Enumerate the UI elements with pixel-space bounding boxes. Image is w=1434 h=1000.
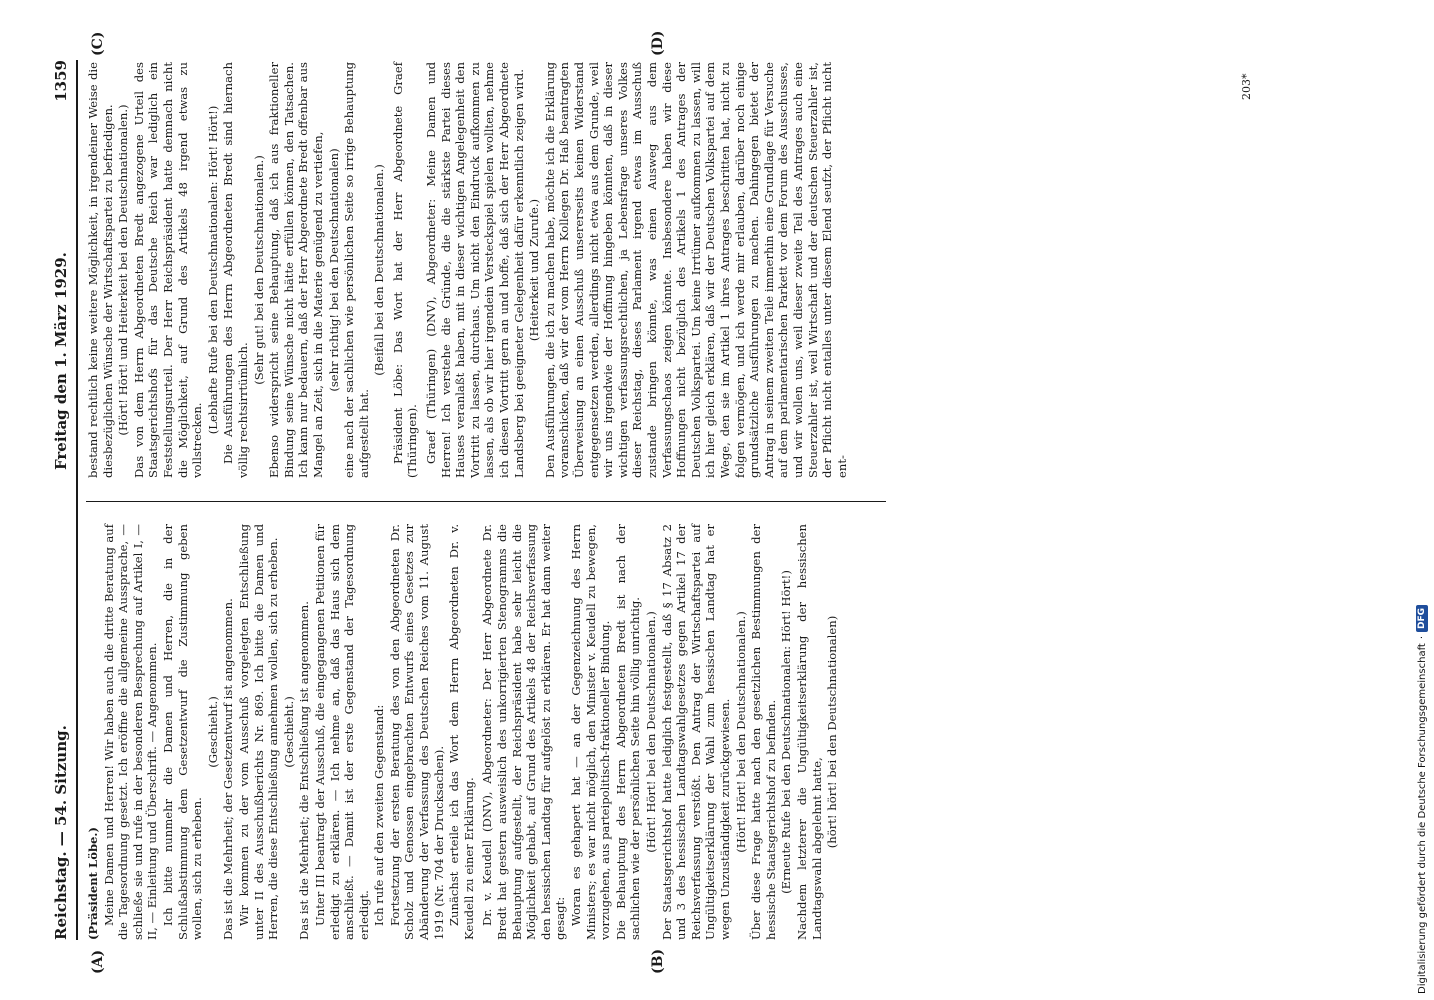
- paragraph: eine nach der sachlichen wie persönlichen Seite so irrige Behauptung aufgestellt hat.: [342, 62, 371, 478]
- interjection: (Heiterkeit und Zurufe.): [527, 198, 542, 342]
- interjection: (Hört! Hört! bei den Deutschnationalen.): [733, 611, 748, 853]
- paragraph: Der Staatsgerichtshof hatte lediglich festgestellt, daß § 17 Absatz 2 und 3 des hessischen Landtagswahlgesetzes gegen Artikel 17 der Reichsverfassung verstößt. Den Antrag der Wirtschaftspartei auf Ungültigkeitserklärung der Wahl zum hessischen Landtag hat er wegen Unzuständigkeit zurückgewiesen.: [659, 524, 732, 940]
- interjection: (Geschieht.): [281, 696, 296, 768]
- paragraph: Unter III beantragt der Ausschuß, die eingegangenen Petitionen für erledigt zu erklären. — Ich nehme an, daß das Haus sich dem anschließt. — Damit ist der erste Gegenstand der Tagesordnung erledigt.: [312, 524, 371, 940]
- page-number: 1359: [52, 60, 70, 102]
- paragraph: Ich rufe auf den zweiten Gegenstand:: [372, 704, 387, 926]
- rotated-page-content: [50, 30, 1260, 974]
- interjection: (Hört! Hört! und Heiterkeit bei den Deutschnationalen.): [116, 104, 131, 436]
- paragraph: Ebenso widerspricht seine Behauptung, daß ich aus fraktioneller Bindung seine Wünsche nicht hätte erfüllen können, den Tatsachen. Ich kann nur bedauern, daß der Herr Abgeordnete Bredt offenbar aus Mangel an Zeit, sich in die Materie genügend zu vertiefen,: [267, 62, 325, 478]
- left-column: [86, 524, 841, 940]
- header-date: Freitag den 1. März 1929.: [52, 252, 70, 470]
- paragraph: Das ist die Mehrheit; der Gesetzentwurf ist angenommen.: [221, 598, 236, 940]
- column-divider: [86, 501, 886, 502]
- paragraph: bestand rechtlich keine weitere Möglichkeit, in irgendeiner Weise die diesbezüglichen Wünsche der Wirtschaftspartei zu befriedigen.: [86, 62, 115, 478]
- interjection: (Lebhafte Rufe bei den Deutschnationalen: Hört! Hört!): [205, 105, 220, 435]
- paragraph: Woran es gehapert hat — an der Gegenzeichnung des Herrn Ministers; es war nicht möglich, den Minister v. Keudell zu bewegen, vorzugehen, aus parteipolitisch-fraktioneller Bindung.: [569, 524, 613, 940]
- interjection: (hört! hört! bei den Deutschnationalen): [825, 615, 840, 849]
- paragraph: Die Behauptung des Herrn Abgeordneten Bredt ist nach der sachlichen wie der persönlichen Seite hin völlig unrichtig.: [613, 524, 643, 940]
- paragraph: Ich bitte nunmehr die Damen und Herren, die in der Schlußabstimmung dem Gesetzentwurf die Zustimmung geben wollen, sich zu erheben.: [160, 524, 205, 940]
- interjection: (Beifall bei den Deutschnationalen.): [372, 164, 387, 376]
- interjection: (Erneute Rufe bei den Deutschnationalen: Hört! Hört!): [779, 570, 794, 894]
- marker-a: (A): [90, 949, 106, 974]
- credit-text: Digitalisierung gefördert durch die Deutsche Forschungsgemeinschaft: [1416, 643, 1428, 994]
- paragraph: Meine Damen und Herren! Wir haben auch die dritte Beratung auf die Tagesordnung gesetzt. Ich eröffne die allgemeine Aussprache, — schließe sie und rufe in der besonderen Besprechung auf Artikel I, — II, — Einleitung und Überschrift. — Angenommen.: [101, 524, 160, 940]
- footer-signature-mark: 203*: [1240, 73, 1253, 100]
- speaker-paragraph: Graef (Thüringen) (DNV), Abgeordneter: Meine Damen und Herren! Ich verstehe die Gründe, die die stärkste Partei dieses Hauses veranlaßt haben, mit in dieser wichtigen Angelegenheit den Vortritt zu lassen, durchaus. Um nicht den Eindruck aufkommen zu lassen, als ob wir hier irgendein Versteckspiel spielen wollten, nehme ich diesen Vortritt gern an und hoffe, daß sich der Herr Abgeordnete Landsberg bei geeigneter Gelegenheit dafür erkenntlich zeigen wird.: [424, 62, 526, 478]
- interjection: (Geschieht.): [205, 696, 220, 768]
- marker-c: (C): [90, 31, 106, 56]
- header-left: Reichstag. — 54. Sitzung.: [52, 725, 70, 940]
- page-header: [50, 60, 78, 940]
- paragraph: Das ist die Mehrheit; die Entschließung ist angenommen.: [297, 601, 312, 940]
- speaker-paragraph: Präsident Löbe: Das Wort hat der Herr Abgeordnete Graef (Thüringen).: [390, 62, 420, 478]
- paragraph: Nachdem letzterer die Ungültigkeitserklärung der hessischen Landtagswahl abgelehnt hatte,: [794, 524, 824, 940]
- speaker-paragraph: Dr. v. Keudell (DNV), Abgeordneter: Der Herr Abgeordnete Dr. Bredt hat gestern ausweislich des unkorrigierten Stenogramms die Behauptung aufgestellt, der Reichspräsident habe sehr leicht die Möglichkeit gehabt, auf Grund des Artikels 48 der Reichsverfassung den hessischen Landtag für aufgelöst zu erklären. Er hat dann weiter gesagt:: [480, 524, 568, 940]
- paragraph: (Präsident Löbe.): [86, 827, 100, 940]
- interjection: (Sehr gut! bei den Deutschnationalen.): [251, 155, 266, 385]
- interjection: (Hört! Hört! bei den Deutschnationalen.): [643, 611, 658, 853]
- right-column: [86, 62, 850, 478]
- dfg-logo: DFG: [1416, 605, 1428, 632]
- marker-d: (D): [650, 30, 666, 56]
- paragraph: Das von dem Herrn Abgeordneten Bredt angezogene Urteil des Staatsgerichtshofs für das Deutsche Reich war lediglich ein Feststellungsurteil. Der Herr Reichspräsident hatte demnach nicht die Möglichkeit, auf Grund des Artikels 48 irgend etwas zu vollstrecken.: [131, 62, 205, 478]
- interjection: (sehr richtig! bei den Deutschnationalen): [326, 148, 341, 392]
- paragraph: Den Ausführungen, die ich zu machen habe, möchte ich die Erklärung voranschicken, daß wir der vom Herrn Kollegen Dr. Haß beantragten Überweisung an einen Ausschuß unsererseits keinen Widerstand entgegensetzen werden, allerdings nicht etwa aus dem Grunde, weil wir uns irgendwie der Hoffnung hingeben könnten, daß in dieser wichtigen verfassungsrechtlichen, ja Lebensfrage unseres Volkes dieser Reichstag, dieses Parlament irgend etwas im Ausschuß zustande bringen könnte, was einen Ausweg aus dem Verfassungschaos zeigen könnte. Insbesondere haben wir diese Hoffnungen nicht bezüglich des Artikels 1 des Antrages der Deutschen Volkspartei. Um keine Irrtümer aufkommen zu lassen, will ich hier gleich erklären, daß wir der Deutschen Volkspartei auf dem Wege, den sie im Artikel 1 ihres Antrages beschritten hat, nicht zu folgen vermögen, und ich werde mir erlauben, darüber noch einige grundsätzliche Ausführungen zu machen. Dahingegen bietet der Antrag in seinem zweiten Teile immerhin eine Grundlage für Versuche auf dem parlamentarischen Parkett vor dem Forum des Ausschusses, und wir wollen uns, weil dieser zweite Teil des Antrages auch eine Steuerzahler ist, weil Wirtschaft und der deutschen Steuerzahler ist, der Pflicht nicht entalles unter diesem Elend seufzt, der Pflicht nicht ent-: [542, 62, 849, 478]
- marker-b: (B): [650, 948, 666, 974]
- paragraph: Fortsetzung der ersten Beratung des von den Abgeordneten Dr. Scholz und Genossen eingebrachten Entwurfs eines Gesetzes zur Abänderung der Verfassung des Deutschen Reiches vom 11. August 1919 (Nr. 704 der Drucksachen).: [387, 524, 446, 940]
- paragraph: Über diese Frage hatte nach den gesetzlichen Bestimmungen der hessische Staatsgerichtshof zu befinden.: [749, 524, 778, 940]
- credit-line: Digitalisierung gefördert durch die Deutsche Forschungsgemeinschaft · DFG: [1414, 0, 1430, 994]
- paragraph: Zunächst erteile ich das Wort dem Herrn Abgeordneten Dr. v. Keudell zu einer Erklärung.: [447, 524, 476, 940]
- paragraph: Wir kommen zu der vom Ausschuß vorgelegten Entschließung unter II des Ausschußberichts Nr. 869. Ich bitte die Damen und Herren, die diese Entschließung annehmen wollen, sich zu erheben.: [236, 524, 281, 940]
- paragraph: Die Ausführungen des Herrn Abgeordneten Bredt sind hiernach völlig rechtsirrtümlich.: [221, 62, 250, 478]
